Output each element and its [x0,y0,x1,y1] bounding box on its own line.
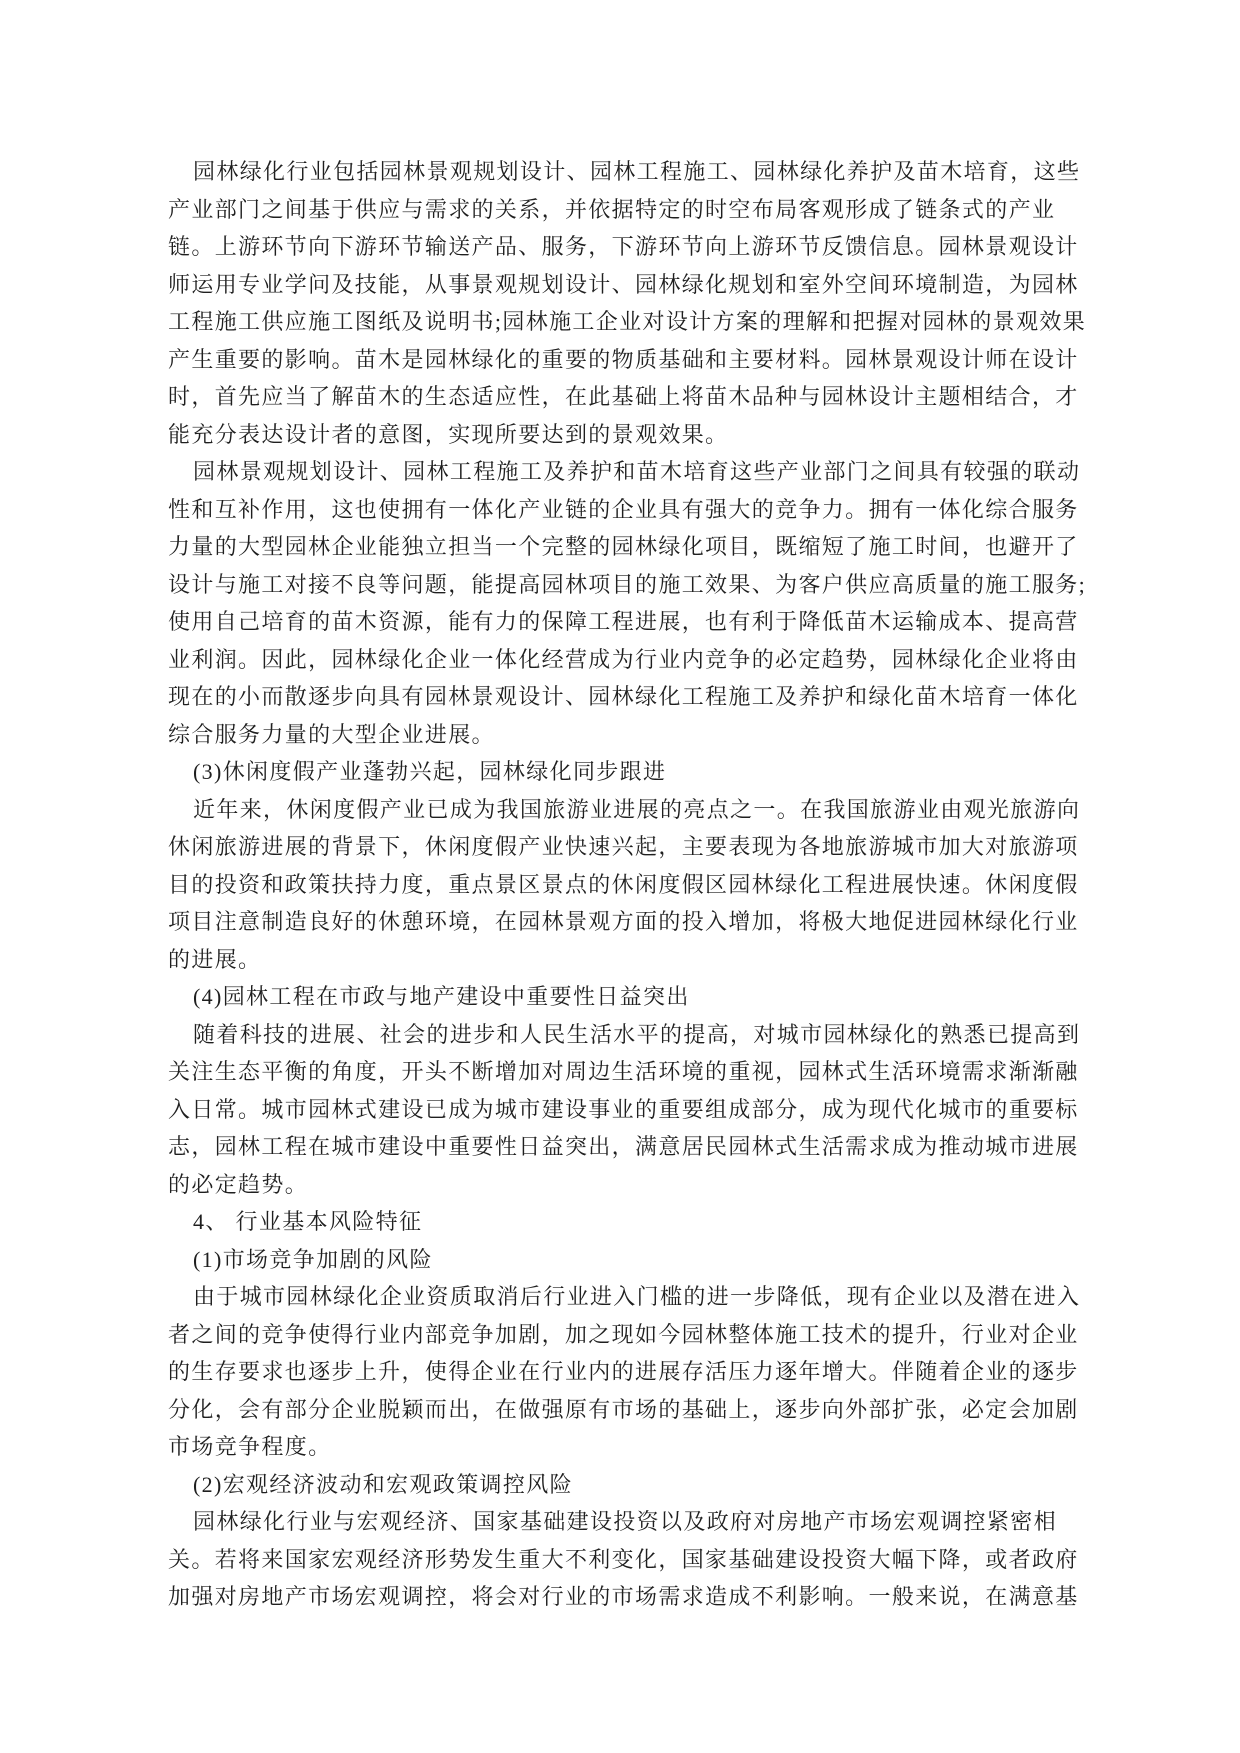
text-line: 综合服务力量的大型企业进展。 [168,721,495,747]
text-line: 项目注意制造良好的休憩环境，在园林景观方面的投入增加，将极大地促进园林绿化行业 [168,909,1079,934]
text-line: 产生重要的影响。苗木是园林绿化的重要的物质基础和主要材料。园林景观设计师在设计 [168,346,1079,372]
text-line: 关注生态平衡的角度，开头不断增加对周边生活环境的重视，园林式生活环境需求渐渐融 [168,1059,1079,1084]
text-line: 入日常。城市园林式建设已成为城市建设事业的重要组成部分，成为现代化城市的重要标 [168,1096,1079,1122]
paragraph [168,153,1093,453]
paragraph [168,791,1093,979]
text-line: 时，首先应当了解苗木的生态适应性，在此基础上将苗木品种与园林设计主题相结合，才 [168,384,1079,409]
paragraph [168,453,1093,753]
text-line: 休闲旅游进展的背景下，休闲度假产业快速兴起，主要表现为各地旅游城市加大对旅游项 [168,834,1079,859]
paragraph [168,1278,1093,1466]
text-line: 者之间的竞争使得行业内部竞争加剧，加之现如今园林整体施工技术的提升，行业对企业 [168,1321,1079,1347]
text-line: 的进展。 [168,946,262,972]
text-line: 园林绿化行业与宏观经济、国家基础建设投资以及政府对房地产市场宏观调控紧密相 [193,1509,1057,1534]
heading-line: 4、 行业基本风险特征 [193,1209,423,1234]
text-line: 力量的大型园林企业能独立担当一个完整的园林绿化项目，既缩短了施工时间，也避开了 [168,534,1079,559]
text-line: 设计与施工对接不良等问题，能提高园林项目的施工效果、为客户供应高质量的施工服务; [168,571,1087,597]
text-line: 性和互补作用，这也使拥有一体化产业链的企业具有强大的竞争力。拥有一体化综合服务 [168,496,1079,522]
paragraph [168,1016,1093,1204]
text-line: 业利润。因此，园林绿化企业一体化经营成为行业内竞争的必定趋势，园林绿化企业将由 [168,646,1079,672]
text-line: 园林绿化行业包括园林景观规划设计、园林工程施工、园林绿化养护及苗木培育，这些 [193,159,1081,184]
section-heading [168,1241,1093,1279]
text-line: 师运用专业学问及技能，从事景观规划设计、园林绿化规划和室外空间环境制造，为园林 [168,271,1079,297]
section-heading [168,978,1093,1016]
text-line: 园林景观规划设计、园林工程施工及养护和苗木培育这些产业部门之间具有较强的联动 [193,459,1081,484]
text-line: 志，园林工程在城市建设中重要性日益突出，满意居民园林式生活需求成为推动城市进展 [168,1134,1079,1159]
section-heading [168,753,1093,791]
text-line: 由于城市园林绿化企业资质取消后行业进入门槛的进一步降低，现有企业以及潜在进入 [193,1284,1081,1309]
text-line: 能充分表达设计者的意图，实现所要达到的景观效果。 [168,421,729,447]
text-line: 工程施工供应施工图纸及说明书;园林施工企业对设计方案的理解和把握对园林的景观效果 [168,309,1087,334]
section-heading [168,1466,1093,1504]
text-line: 关。若将来国家宏观经济形势发生重大不利变化，国家基础建设投资大幅下降，或者政府 [168,1546,1079,1572]
text-line: 链。上游环节向下游环节输送产品、服务，下游环节向上游环节反馈信息。园林景观设计 [168,234,1079,259]
text-line: 目的投资和政策扶持力度，重点景区景点的休闲度假区园林绿化工程进展快速。休闲度假 [168,871,1079,897]
text-line: 现在的小而散逐步向具有园林景观设计、园林绿化工程施工及养护和绿化苗木培育一体化 [168,684,1079,709]
heading-line: (3)休闲度假产业蓬勃兴起，园林绿化同步跟进 [193,759,667,784]
section-heading [168,1203,1093,1241]
heading-line: (4)园林工程在市政与地产建设中重要性日益突出 [193,984,690,1009]
text-line: 使用自己培育的苗木资源，能有力的保障工程进展，也有利于降低苗木运输成本、提高营 [168,609,1079,634]
text-line: 市场竞争程度。 [168,1434,332,1459]
text-line: 加强对房地产市场宏观调控，将会对行业的市场需求造成不利影响。一般来说，在满意基 [168,1584,1079,1609]
text-line: 随着科技的进展、社会的进步和人民生活水平的提高，对城市园林绿化的熟悉已提高到 [193,1021,1081,1047]
heading-line: (2)宏观经济波动和宏观政策调控风险 [193,1471,573,1497]
text-line: 近年来，休闲度假产业已成为我国旅游业进展的亮点之一。在我国旅游业由观光旅游向 [193,796,1081,822]
heading-line: (1)市场竞争加剧的风险 [193,1246,433,1272]
paragraph [168,1503,1093,1616]
document-body [168,153,1093,1616]
text-line: 产业部门之间基于供应与需求的关系，并依据特定的时空布局客观形成了链条式的产业 [168,196,1056,222]
text-line: 的生存要求也逐步上升，使得企业在行业内的进展存活压力逐年增大。伴随着企业的逐步 [168,1359,1079,1384]
text-line: 的必定趋势。 [168,1171,309,1197]
text-line: 分化，会有部分企业脱颖而出，在做强原有市场的基础上，逐步向外部扩张，必定会加剧 [168,1396,1079,1422]
